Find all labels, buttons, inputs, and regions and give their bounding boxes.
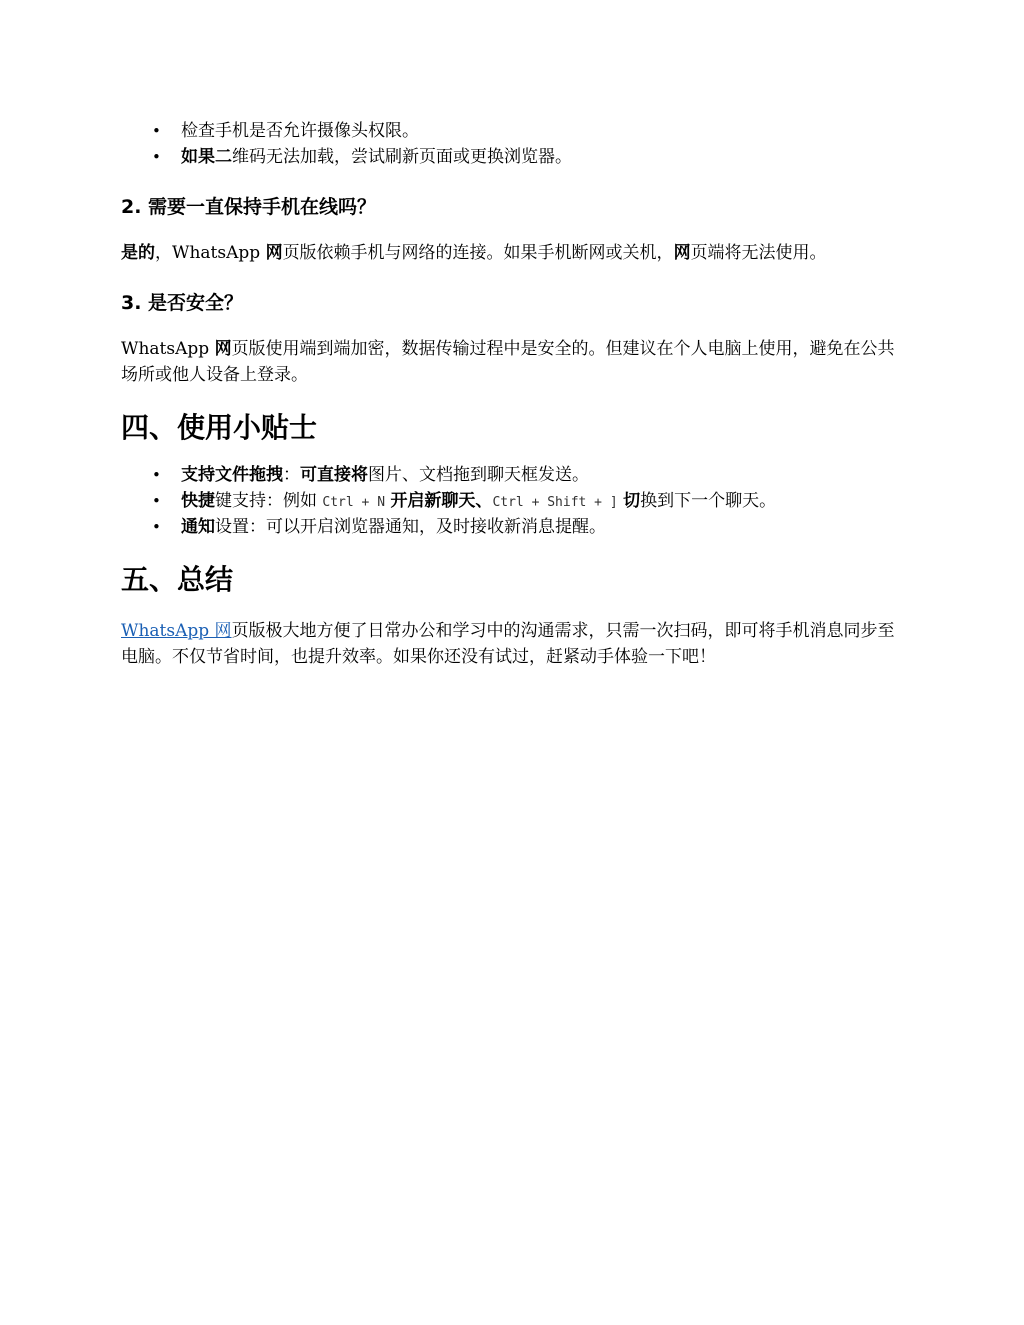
tip-text: ： — [283, 465, 300, 485]
whatsapp-web-link[interactable]: WhatsApp 网 — [121, 621, 232, 641]
answer-bold: 网 — [265, 243, 283, 263]
shortcut-code: Ctrl + Shift + ] — [492, 495, 618, 510]
faq-answer-online — [121, 240, 901, 266]
list-item — [152, 118, 901, 144]
list-item — [152, 514, 901, 540]
faq-heading-security: 3. 是否安全？ — [121, 292, 244, 314]
list-item — [152, 488, 901, 514]
document-page — [121, 118, 901, 670]
tip-text: 键支持：例如 — [215, 491, 317, 511]
tip-bold: 切 — [623, 491, 641, 511]
answer-text: WhatsApp — [121, 339, 215, 359]
list-item — [152, 144, 901, 170]
answer-text: 页版依赖手机与网络的连接。如果手机断网或关机， — [282, 243, 674, 263]
faq-answer-security — [121, 336, 901, 388]
tip-text: 换到下一个聊天。 — [640, 491, 777, 511]
tip-bold: 开启新聊天、 — [390, 491, 493, 511]
bullet-icon: • — [152, 492, 161, 510]
summary-paragraph — [121, 618, 901, 670]
answer-text: 页端将无法使用。 — [690, 243, 827, 263]
tip-text: 设置：可以开启浏览器通知，及时接收新消息提醒。 — [215, 517, 606, 537]
list-item-bold: 如果二 — [181, 147, 232, 167]
list-item-text: 维码无法加载，尝试刷新页面或更换浏览器。 — [232, 147, 572, 167]
summary-text: 页版极大地方便了日常办公和学习中的沟通需求，只需一次扫码，即可将手机消息同步至电脑。不仅节省时间，也提升效率。如果你还没有试过，赶紧动手体验一下吧！ — [121, 621, 895, 667]
bullet-icon: • — [152, 518, 161, 536]
section-heading-summary: 五、总结 — [121, 563, 234, 596]
answer-text: ，WhatsApp — [155, 243, 266, 263]
answer-bold: 网 — [673, 243, 691, 263]
shortcut-code: Ctrl + N — [322, 495, 386, 510]
faq-heading-online: 2. 需要一直保持手机在线吗？ — [121, 196, 377, 218]
tip-bold: 通知 — [181, 517, 215, 537]
tip-bold: 快捷 — [181, 491, 215, 511]
tip-bold: 支持文件拖拽 — [181, 465, 283, 485]
tips-list — [121, 462, 901, 540]
bullet-icon: • — [152, 148, 161, 166]
list-item-text: 检查手机是否允许摄像头权限。 — [181, 121, 419, 141]
tip-text: 图片、文档拖到聊天框发送。 — [368, 465, 589, 485]
answer-bold: 是的 — [121, 243, 155, 263]
tip-bold: 可直接将 — [300, 465, 368, 485]
troubleshoot-list — [121, 118, 901, 170]
list-item — [152, 462, 901, 488]
answer-text: 页版使用端到端加密，数据传输过程中是安全的。但建议在个人电脑上使用，避免在公共场所或他人设备上登录。 — [121, 339, 895, 385]
section-heading-tips: 四、使用小贴士 — [121, 411, 318, 444]
bullet-icon: • — [152, 466, 161, 484]
bullet-icon: • — [152, 122, 161, 140]
answer-bold: 网 — [214, 339, 232, 359]
